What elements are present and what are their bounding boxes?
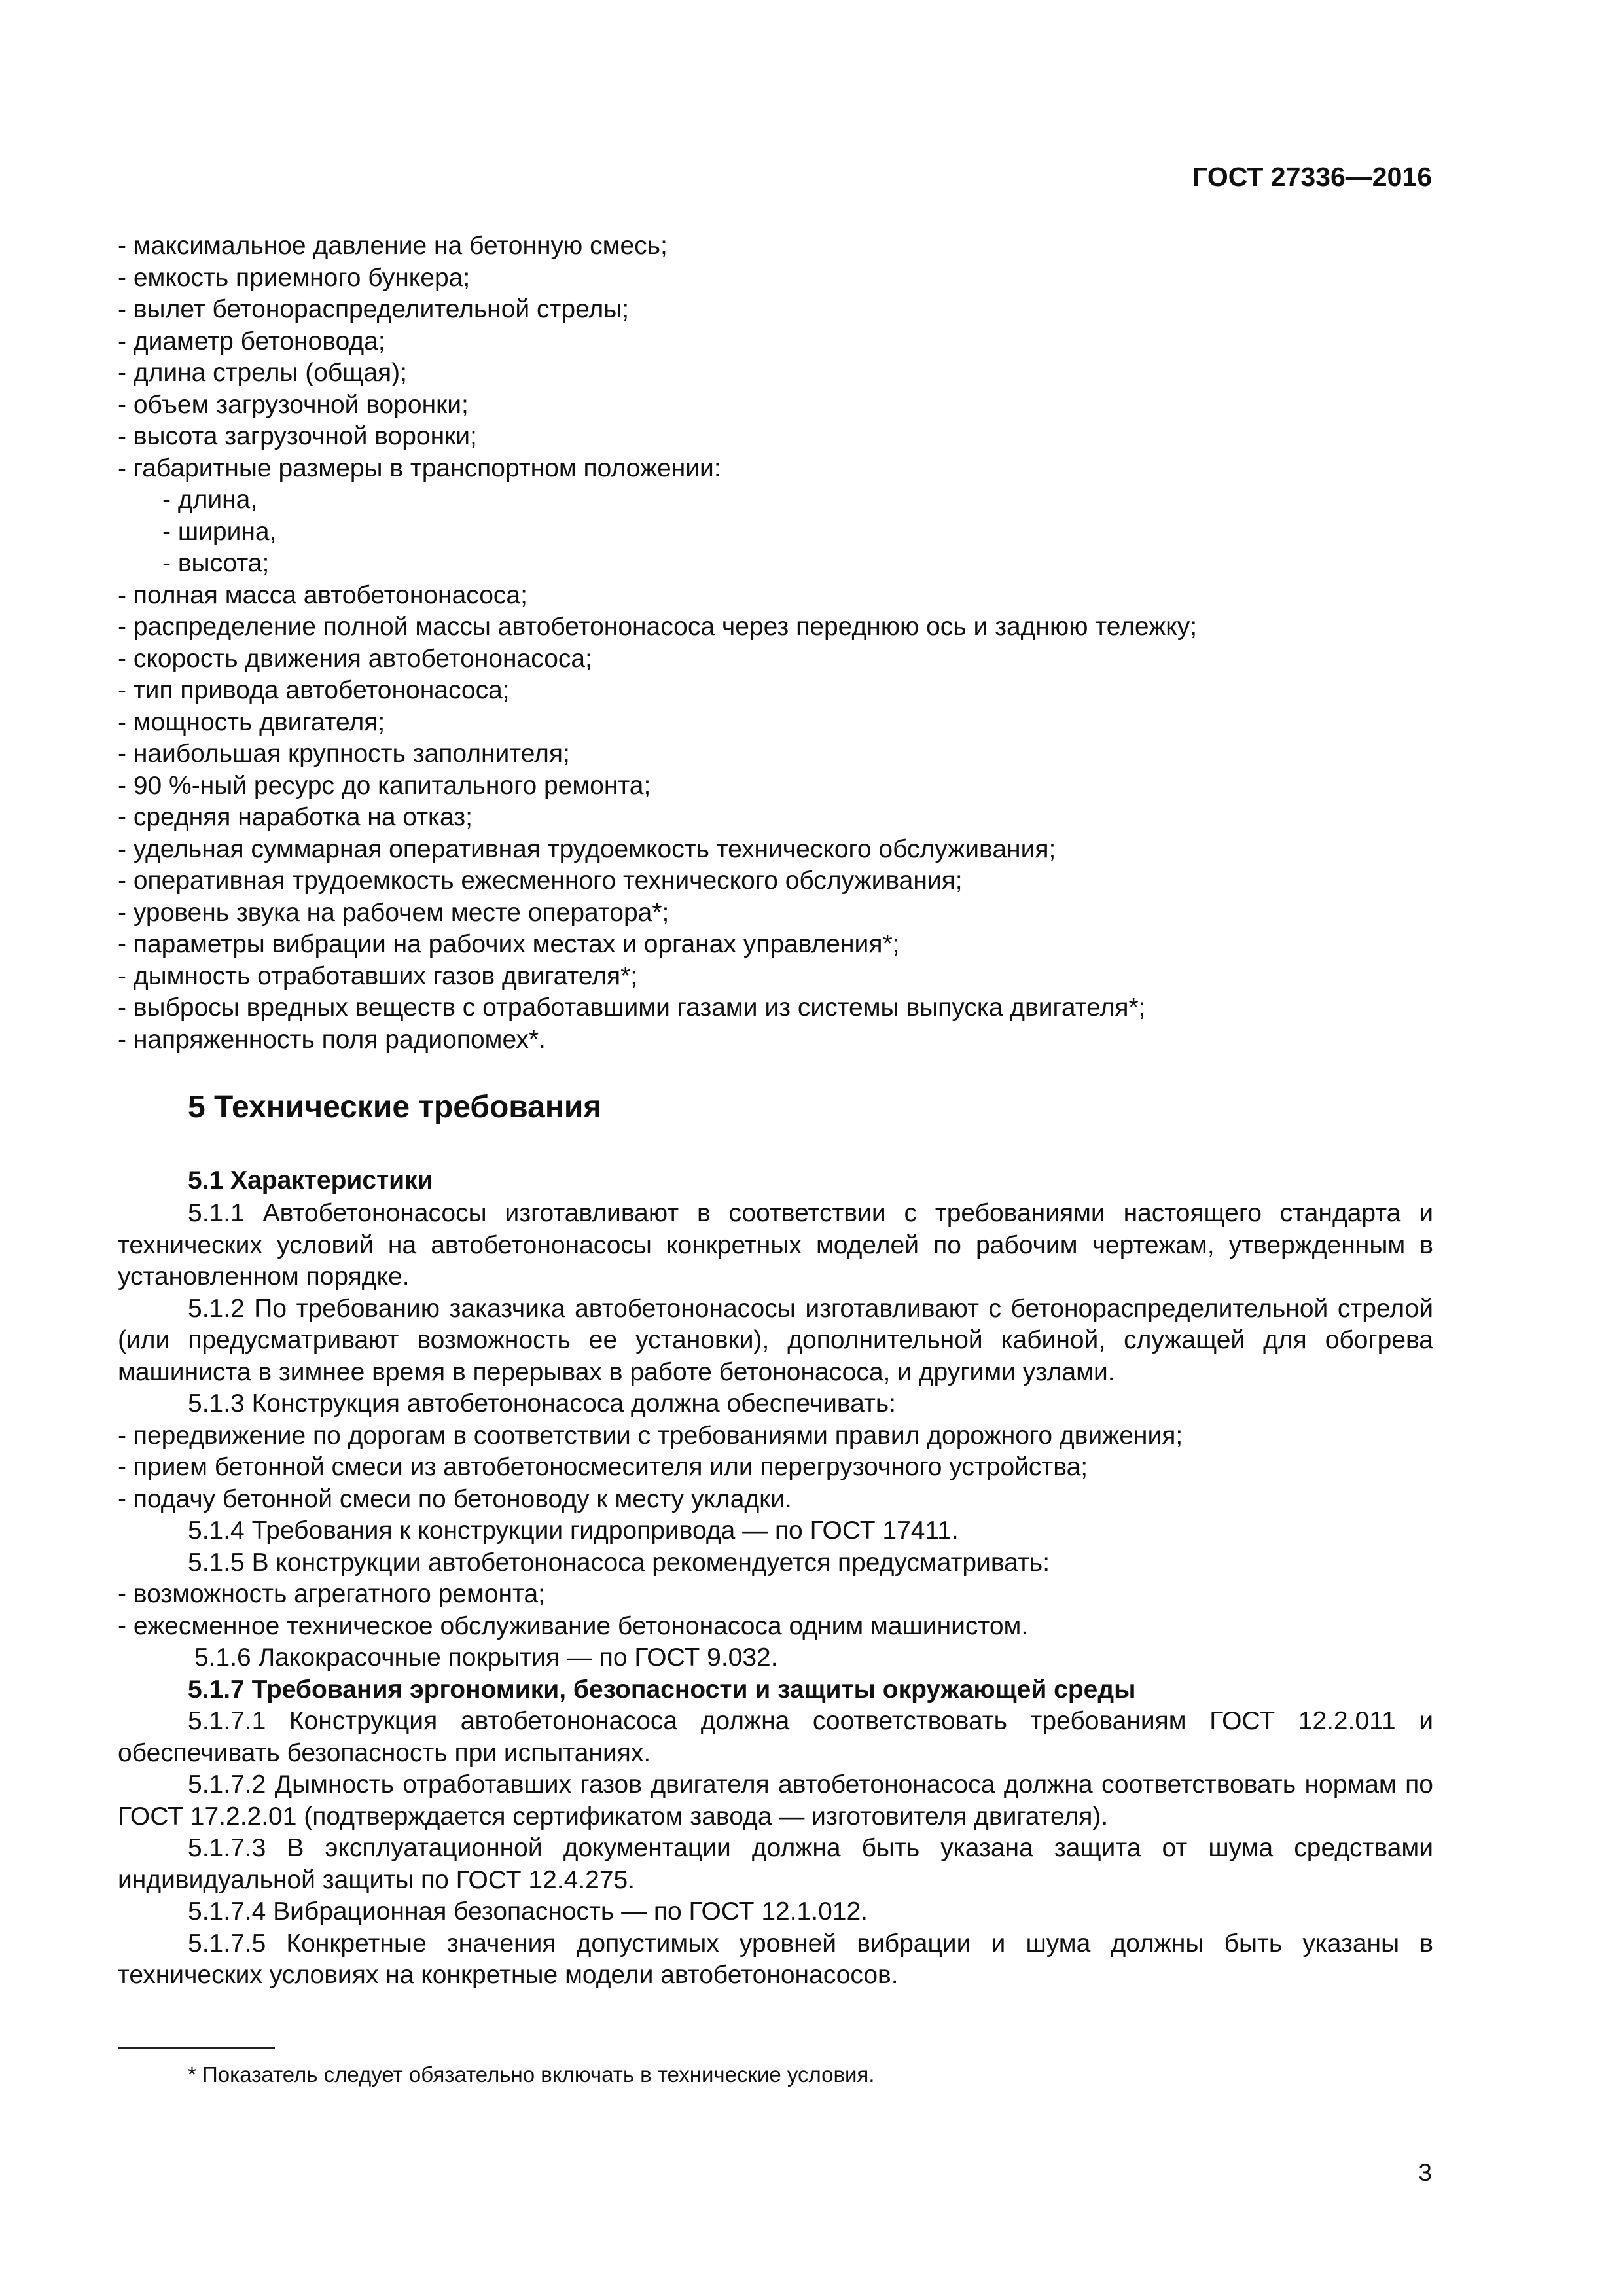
paragraph-5-1-7-2: 5.1.7.2 Дымность отработавших газов двигателя автобетононасоса должна соответствовать нормам по ГОСТ 17.2.2.01 (подтверждается сертификатом завода — изготовителя двигателя). (118, 1770, 1433, 1831)
footnote: * Показатель следует обязательно включать в технические условия. (188, 2062, 875, 2087)
list-item: - дымность отработавших газов двигателя*; (118, 961, 638, 990)
list-subitem: - ширина, (162, 517, 277, 546)
paragraph-5-1-5: 5.1.5 В конструкции автобетононасоса рекомендуется предусматривать: (188, 1548, 1050, 1577)
footnote-divider (118, 2047, 275, 2049)
list-item: - емкость приемного бункера; (118, 263, 471, 292)
paragraph-5-1-7-3: 5.1.7.3 В эксплуатационной документации должна быть указана защита от шума средствами индивидуальной защиты по ГОСТ 12.4.275. (118, 1834, 1433, 1894)
paragraph-5-1-7-4: 5.1.7.4 Вибрационная безопасность — по ГОСТ 12.1.012. (188, 1897, 868, 1926)
list-item: - возможность агрегатного ремонта; (118, 1580, 545, 1608)
list-item: - передвижение по дорогам в соответствии с требованиями правил дорожного движения; (118, 1421, 1183, 1450)
list-item: - оперативная трудоемкость ежесменного технического обслуживания; (118, 867, 963, 895)
list-item: - объем загрузочной воронки; (118, 390, 469, 419)
list-item: - 90 %-ный ресурс до капитального ремонта; (118, 771, 651, 800)
list-item: - распределение полной массы автобетононасоса через переднюю ось и заднюю тележку; (118, 613, 1198, 641)
list-subitem: - высота; (162, 549, 270, 577)
paragraph-5-1-2: 5.1.2 По требованию заказчика автобетононасосы изготавливают с бетонораспределительной стрелой (или предусматривают возможность ее установки), дополнительной кабиной, служащей для обогрева машиниста в зимнее время в перерывах в работе бетононасоса, и другими узлами. (118, 1294, 1433, 1386)
list-item: - полная масса автобетононасоса; (118, 581, 527, 609)
list-item: - напряженность поля радиопомех*. (118, 1025, 546, 1054)
heading-5-1-7: 5.1.7 Требования эргономики, безопасности и защиты окружающей среды (188, 1675, 1136, 1704)
list-item: - максимальное давление на бетонную смесь; (118, 232, 668, 260)
list-item: - ежесменное техническое обслуживание бетононасоса одним машинистом. (118, 1611, 1029, 1640)
paragraph-5-1-6: 5.1.6 Лакокрасочные покрытия — по ГОСТ 9.032. (194, 1643, 778, 1672)
list-item: - уровень звука на рабочем месте оператора*; (118, 898, 669, 927)
list-item: - длина стрелы (общая); (118, 359, 407, 387)
list-item: - параметры вибрации на рабочих местах и органах управления*; (118, 930, 900, 958)
list-item: - тип привода автобетононасоса; (118, 676, 510, 704)
paragraph-5-1-1: 5.1.1 Автобетононасосы изготавливают в соответствии с требованиями настоящего стандарта и технических условий на автобетононасосы конкретных моделей по рабочим чертежам, утвержденным в установленном порядке. (118, 1199, 1433, 1291)
list-item: - вылет бетонораспределительной стрелы; (118, 295, 630, 323)
list-item: - подачу бетонной смеси по бетоноводу к месту укладки. (118, 1484, 792, 1513)
list-item: - прием бетонной смеси из автобетоносмесителя или перегрузочного устройства; (118, 1453, 1088, 1481)
page-number: 3 (1418, 2159, 1432, 2186)
section-5-heading: 5 Технические требования (188, 1090, 602, 1124)
list-item: - средняя наработка на отказ; (118, 803, 473, 831)
section-5-1-body (118, 1198, 1433, 1992)
list-item: - мощность двигателя; (118, 708, 385, 736)
list-item: - габаритные размеры в транспортном положении: (118, 454, 721, 482)
list-item: - высота загрузочной воронки; (118, 422, 477, 450)
list-subitem: - длина, (162, 486, 258, 514)
list-item: - скорость движения автобетононасоса; (118, 644, 592, 673)
paragraph-5-1-7-5: 5.1.7.5 Конкретные значения допустимых уровней вибрации и шума должны быть указаны в технических условиях на конкретные модели автобетононасосов. (118, 1929, 1433, 1989)
paragraph-5-1-3: 5.1.3 Конструкция автобетононасоса должна обеспечивать: (188, 1390, 896, 1418)
section-5-1-heading: 5.1 Характеристики (188, 1166, 433, 1194)
list-item: - удельная суммарная оперативная трудоемкость технического обслуживания; (118, 834, 1056, 863)
list-item: - выбросы вредных веществ с отработавшими газами из системы выпуска двигателя*; (118, 994, 1146, 1022)
paragraph-5-1-4: 5.1.4 Требования к конструкции гидропривода — по ГОСТ 17411. (188, 1516, 959, 1545)
document-header-id: ГОСТ 27336—2016 (1192, 162, 1432, 192)
list-item: - диаметр бетоновода; (118, 327, 385, 355)
paragraph-5-1-7-1: 5.1.7.1 Конструкция автобетононасоса должна соответствовать требованиям ГОСТ 12.2.011 и обеспечивать безопасность при испытаниях. (118, 1707, 1433, 1767)
list-item: - наибольшая крупность заполнителя; (118, 740, 570, 768)
characteristics-list (118, 230, 1433, 1056)
